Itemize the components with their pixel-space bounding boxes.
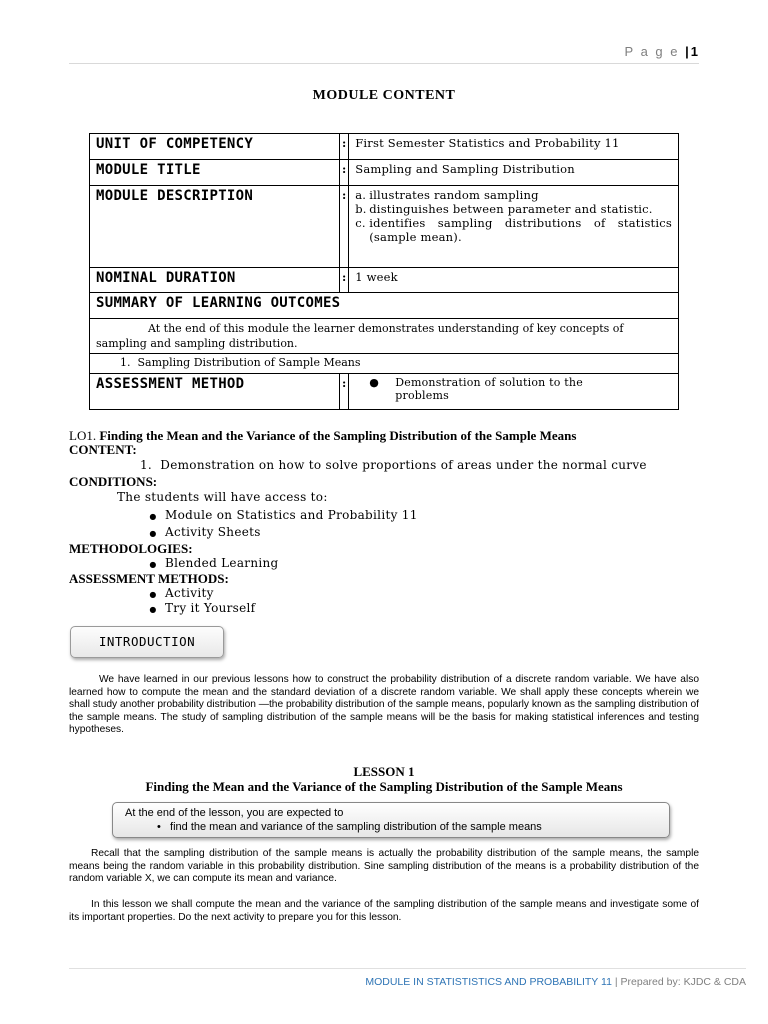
nominal-duration-value: 1 week	[349, 268, 679, 293]
methodologies-heading: METHODOLOGIES:	[69, 541, 193, 556]
page-label: P a g e	[624, 44, 680, 59]
introduction-paragraph: We have learned in our previous lessons how to construct the probability distribution of a discrete random variable. We have also learned how to compute the mean and the standard deviation of a discrete random variable. We shall apply these concepts wherein we shall study another probability distribution —the probability distribution of the sample means, popularly known as the sampling distribution of the sample means. The study of sampling distribution of the sample means will be the basis for making statistical inferences and testing hypotheses.	[69, 674, 699, 735]
footer	[365, 976, 746, 988]
colon: :	[340, 134, 349, 160]
module-description-value	[349, 186, 679, 268]
table-row	[90, 354, 679, 374]
page-number	[625, 44, 700, 59]
content-item	[140, 458, 647, 472]
methodologies-item: Blended Learning	[165, 556, 279, 570]
footer-separator: |	[614, 976, 618, 988]
summary-item-text: Sampling Distribution of Sample Means	[137, 356, 361, 369]
lesson-objectives-box	[112, 802, 670, 838]
content-item-text: Demonstration on how to solve proportions of areas under the normal curve	[160, 458, 647, 472]
list-item	[141, 525, 261, 539]
colon: :	[340, 186, 349, 268]
bullet: •	[157, 821, 161, 833]
content-heading: CONTENT:	[69, 442, 137, 457]
footer-divider	[69, 968, 746, 969]
conditions-item: Module on Statistics and Probability 11	[165, 508, 418, 522]
list-item	[355, 202, 672, 216]
header-divider	[69, 63, 699, 64]
lesson-title: Finding the Mean and the Variance of the Sampling Distribution of the Sample Means	[145, 779, 623, 794]
module-description-label: MODULE DESCRIPTION	[90, 186, 340, 268]
assessment-method-text: Demonstration of solution to the problems	[395, 376, 583, 402]
lo1-heading	[69, 428, 576, 444]
footer-prepared: Prepared by: KJDC & CDA	[620, 976, 746, 988]
content-item-number: 1.	[140, 458, 153, 472]
summary-text: At the end of this module the learner demonstrates understanding of key concepts of sampling and sampling distribution.	[90, 319, 679, 354]
list-marker: a.	[355, 188, 367, 202]
list-item	[141, 586, 214, 600]
list-item	[355, 188, 672, 202]
module-content-table	[89, 133, 679, 410]
list-text: identifies sampling distributions of statistics (sample mean).	[369, 216, 672, 244]
conditions-heading: CONDITIONS:	[69, 474, 158, 489]
page-title: MODULE CONTENT	[312, 88, 456, 103]
list-item	[355, 216, 672, 244]
colon: :	[340, 374, 349, 410]
nominal-duration-label: NOMINAL DURATION	[90, 268, 340, 293]
list-marker: c.	[355, 216, 366, 230]
module-title-label: MODULE TITLE	[90, 160, 340, 186]
assessment-methods-item: Activity	[165, 586, 214, 600]
list-item	[141, 556, 279, 570]
bullet: ●	[149, 605, 157, 614]
table-row	[90, 319, 679, 354]
list-text: distinguishes between parameter and statistic.	[369, 202, 653, 216]
assessment-methods-item: Try it Yourself	[165, 601, 256, 615]
table-row	[90, 160, 679, 186]
list-item	[141, 601, 255, 615]
list-text: illustrates random sampling	[369, 188, 539, 202]
objective-item: find the mean and variance of the sampling distribution of the sample means	[170, 821, 542, 833]
assessment-method-value	[349, 374, 679, 410]
lesson-paragraph-1: Recall that the sampling distribution of the sample means is actually the probability distribution of the sample means, the sample means being the random variable in this probability distribution. Sine sampling distribution of the means is a probability distribution of the random variable X, we can compute its mean and variance.	[69, 848, 699, 884]
list-item	[141, 508, 418, 522]
bullet: ●	[369, 376, 380, 389]
unit-of-competency-value: First Semester Statistics and Probability 11	[349, 134, 679, 160]
table-row	[90, 134, 679, 160]
bullet: ●	[149, 590, 157, 599]
footer-module: MODULE IN STATISTISTICS AND PROBABILITY 11	[365, 976, 612, 988]
list-marker: b.	[355, 202, 367, 216]
summary-item	[90, 354, 679, 374]
objective-intro: At the end of the lesson, you are expected to	[125, 807, 344, 819]
bullet: ●	[149, 529, 157, 538]
lesson-paragraph-2: In this lesson we shall compute the mean and the variance of the sampling distribution of the sample means and investigate some of its important properties. Do the next activity to prepare you for this lesson.	[69, 899, 699, 923]
assessment-method-label: ASSESSMENT METHOD	[90, 374, 340, 410]
unit-of-competency-label: UNIT OF COMPETENCY	[90, 134, 340, 160]
colon: :	[340, 160, 349, 186]
lesson-number: LESSON 1	[353, 764, 415, 779]
bullet: ●	[149, 560, 157, 569]
summary-item-number: 1.	[120, 356, 131, 369]
description-list	[355, 188, 672, 244]
assessment-methods-heading: ASSESSMENT METHODS:	[69, 571, 229, 586]
module-title-value: Sampling and Sampling Distribution	[349, 160, 679, 186]
table-row	[90, 268, 679, 293]
table-row	[90, 186, 679, 268]
conditions-item: Activity Sheets	[165, 525, 261, 539]
conditions-text: The students will have access to:	[117, 490, 328, 504]
page-number-value: 1	[690, 44, 700, 59]
lo1-prefix: LO1.	[69, 428, 97, 443]
summary-of-learning-outcomes-label: SUMMARY OF LEARNING OUTCOMES	[90, 293, 679, 319]
bullet: ●	[149, 512, 157, 521]
table-row	[90, 374, 679, 410]
colon: :	[340, 268, 349, 293]
page-separator: |	[685, 44, 691, 59]
list-item	[157, 821, 542, 833]
lo1-title: Finding the Mean and the Variance of the Sampling Distribution of the Sample Means	[99, 428, 577, 443]
introduction-button[interactable]: INTRODUCTION	[70, 626, 224, 658]
table-row	[90, 293, 679, 319]
